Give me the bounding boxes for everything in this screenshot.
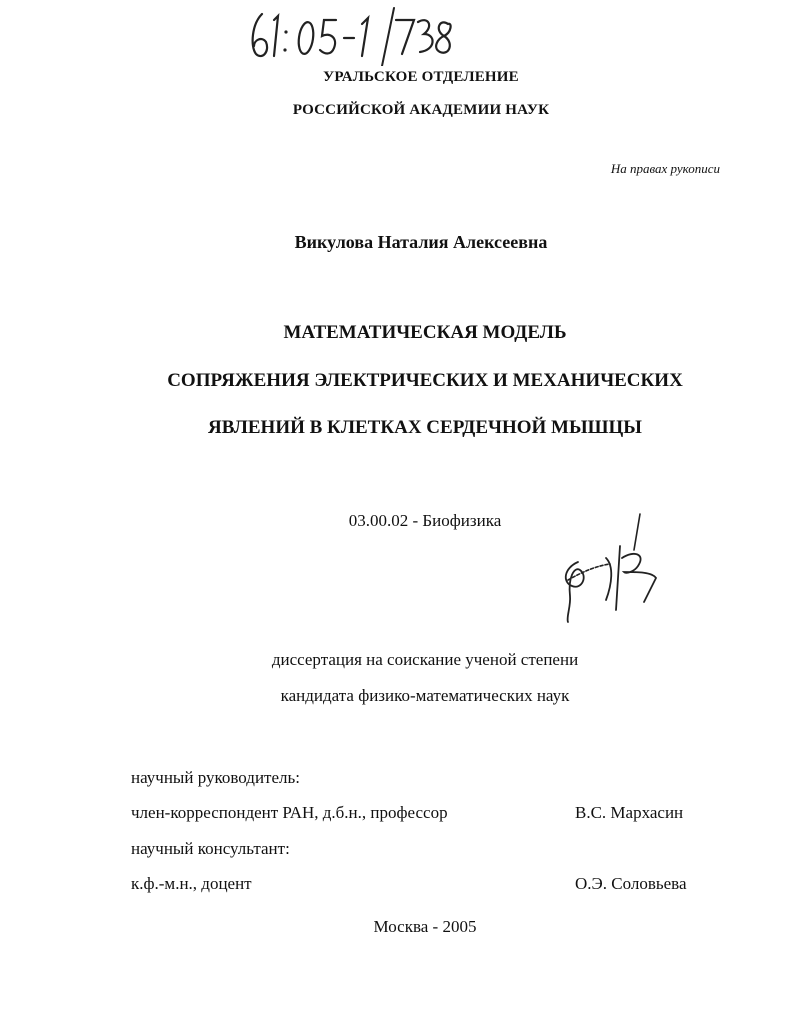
handwritten-signature (548, 510, 668, 625)
organization-line-2: РОССИЙСКОЙ АКАДЕМИИ НАУК (292, 102, 550, 118)
specialty-code: 03.00.02 - Биофизика (348, 511, 502, 530)
handwritten-archive-code (244, 6, 464, 66)
manuscript-note: На правах рукописи (610, 161, 720, 176)
supervisor-label: научный руководитель: (131, 768, 300, 787)
consultant-label: научный консультант: (131, 839, 290, 858)
dissertation-line-1: диссертация на соискание ученой степени (271, 650, 579, 669)
consultant-name: О.Э. Соловьева (575, 874, 687, 893)
title-line-2: СОПРЯЖЕНИЯ ЭЛЕКТРИЧЕСКИХ И МЕХАНИЧЕСКИХ (167, 370, 683, 391)
place-and-year: Москва - 2005 (373, 917, 477, 936)
dissertation-line-2: кандидата физико-математических наук (280, 686, 570, 705)
title-line-1: МАТЕМАТИЧЕСКАЯ МОДЕЛЬ (283, 322, 567, 343)
consultant-description: к.ф.-м.н., доцент (131, 874, 252, 893)
author-name: Викулова Наталия Алексеевна (294, 232, 548, 252)
organization-line-1: УРАЛЬСКОЕ ОТДЕЛЕНИЕ (323, 69, 519, 85)
supervisor-name: В.С. Мархасин (575, 803, 684, 822)
supervisor-description: член-корреспондент РАН, д.б.н., профессор (131, 803, 448, 822)
title-line-3: ЯВЛЕНИЙ В КЛЕТКАХ СЕРДЕЧНОЙ МЫШЦЫ (208, 417, 642, 438)
